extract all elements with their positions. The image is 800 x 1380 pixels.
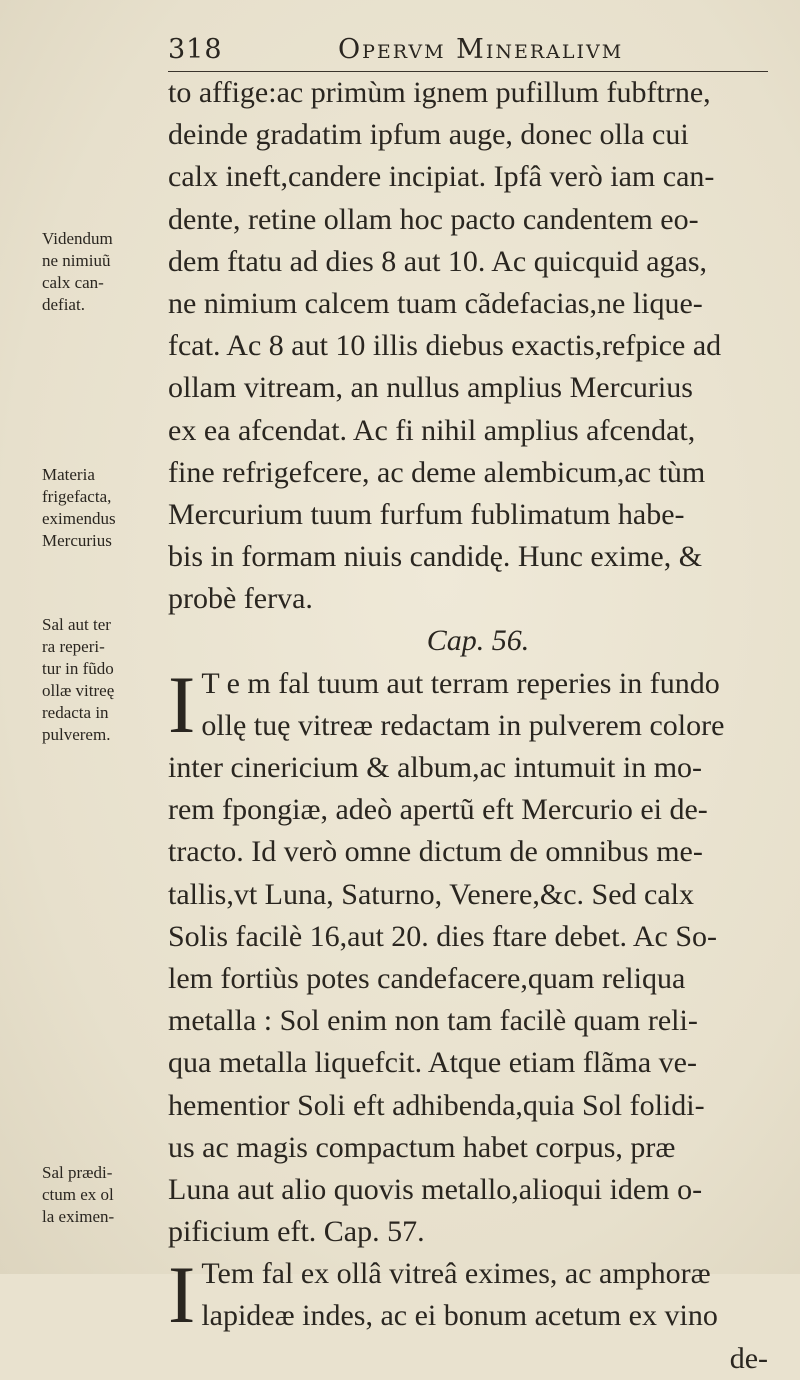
catchword: de- xyxy=(729,1341,768,1375)
margin-note-line: pulverem. xyxy=(42,725,111,744)
text-line: T e m fal tuum aut terram reperies in fundo xyxy=(201,666,720,700)
margin-note-line: ra reperi- xyxy=(42,637,105,656)
margin-note-2 xyxy=(42,464,160,552)
margin-note-line: eximendus xyxy=(42,509,116,528)
margin-note-line: Mercurius xyxy=(42,531,112,550)
margin-note-line: Videndum xyxy=(42,229,113,248)
text-line: fine refrigefcere, ac deme alembicum,ac tùm xyxy=(168,455,706,489)
margin-note-line: ctum ex ol xyxy=(42,1185,114,1204)
margin-note-1 xyxy=(42,228,160,316)
margin-note-line: defiat. xyxy=(42,295,85,314)
text-line: inter cinericium & album,ac intumuit in mo- xyxy=(168,751,703,784)
text-line: Tem fal ex ollâ vitreâ eximes, ac amphoræ xyxy=(201,1257,711,1291)
text-line: Mercurium tuum furfum fublimatum habe- xyxy=(168,497,685,531)
text-line: qua metalla liquefcit. Atque etiam flãma ve- xyxy=(168,1046,697,1080)
margin-note-line: ne nimiuũ xyxy=(42,251,111,270)
margin-note-line: Sal prædi- xyxy=(42,1163,113,1182)
margin-note-line: ollæ vitreę xyxy=(42,681,115,700)
text-line: rem fpongiæ, adeò apertũ eft Mercurio ei de- xyxy=(168,793,708,827)
margin-note-line: Materia xyxy=(42,465,95,484)
margin-note-line: la eximen- xyxy=(42,1207,115,1226)
text-line: lem fortiùs potes candefacere,quam reliqua xyxy=(168,961,686,995)
text-line: tracto. Id verò omne dictum de omnibus me- xyxy=(168,835,703,869)
margin-note-3 xyxy=(42,614,160,746)
margin-note-line: redacta in xyxy=(42,703,109,722)
text-line: metalla : Sol enim non tam facilè quam reli- xyxy=(168,1004,698,1038)
drop-capital: I xyxy=(168,1249,196,1341)
text-line: calx ineft,candere incipiat. Ipfâ verò iam can- xyxy=(168,160,715,194)
text-line: lapideæ indes, ac ei bonum acetum ex vino xyxy=(201,1299,718,1333)
text-line: hementior Soli eft adhibenda,quia Sol folidi- xyxy=(168,1088,705,1122)
text-line: pificium eft. Cap. 57. xyxy=(168,1215,425,1249)
text-line: ollę tuę vitreæ redactam in pulverem colore xyxy=(201,708,725,742)
text-line: Luna aut alio quovis metallo,alioqui idem o- xyxy=(168,1172,703,1206)
text-line: fcat. Ac 8 aut 10 illis diebus exactis,refpice ad xyxy=(168,329,722,363)
text-line: probè ferva. xyxy=(168,582,313,616)
drop-capital: I xyxy=(168,658,196,750)
page-number: 318 xyxy=(168,34,223,65)
margin-note-line: Sal aut ter xyxy=(42,615,111,634)
text-line: deinde gradatim ipfum auge, donec olla cui xyxy=(168,118,689,152)
text-line: dente, retine ollam hoc pacto candentem eo- xyxy=(168,202,699,236)
margin-note-line: tur in fũdo xyxy=(42,659,114,678)
text-line: us ac magis compactum habet corpus, præ xyxy=(168,1130,676,1164)
chapter-heading: Cap. 56. xyxy=(426,624,530,658)
margin-note-4 xyxy=(42,1162,160,1228)
main-text xyxy=(168,72,788,1380)
text-line: ollam vitream, an nullus amplius Mercurius xyxy=(168,371,693,405)
running-title: Opervm Mineralivm xyxy=(338,34,624,65)
margin-note-line: frigefacta, xyxy=(42,487,112,506)
text-line: Solis facilè 16,aut 20. dies ftare debet. Ac So- xyxy=(168,919,718,953)
text-line: ne nimium calcem tuam cãdefacias,ne lique- xyxy=(168,286,703,320)
running-header xyxy=(168,28,768,72)
text-line: bis in formam niuis candidę. Hunc exime, & xyxy=(168,540,703,574)
text-line: tallis,vt Luna, Saturno, Venere,&c. Sed calx xyxy=(168,877,694,911)
paragraph-cap56 xyxy=(168,658,788,1254)
text-line: dem ftatu ad dies 8 aut 10. Ac quicquid agas, xyxy=(168,244,708,278)
text-line: to affige:ac primùm ignem pufillum fubftrne, xyxy=(168,76,711,109)
paragraph-cap57 xyxy=(168,1249,788,1341)
margin-note-line: calx can- xyxy=(42,273,104,292)
text-line: ex ea afcendat. Ac fi nihil amplius afcendat, xyxy=(168,413,696,447)
